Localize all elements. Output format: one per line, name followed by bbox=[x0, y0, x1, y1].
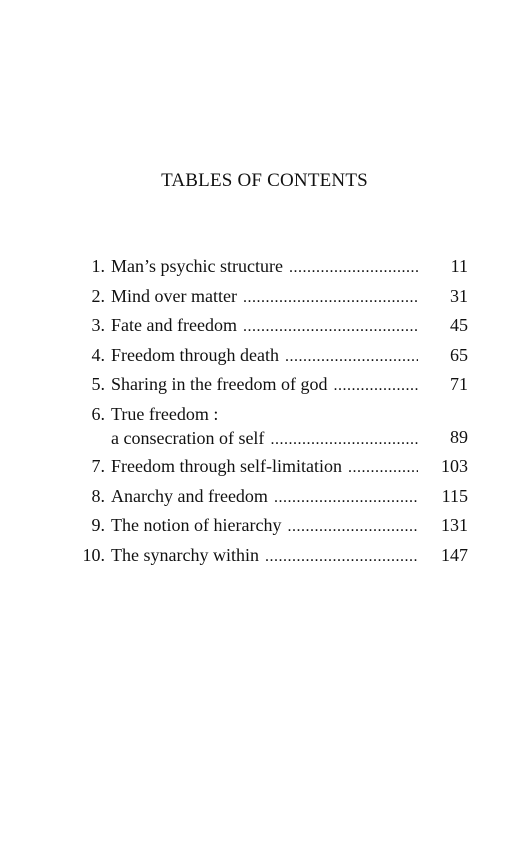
entry-page-number: 11 bbox=[450, 256, 468, 276]
dot-leader bbox=[289, 256, 418, 278]
toc-entry bbox=[72, 456, 468, 486]
dot-leader bbox=[285, 345, 418, 367]
toc-entry bbox=[72, 286, 468, 316]
toc-entry bbox=[72, 404, 468, 456]
entry-title-continuation bbox=[111, 428, 430, 450]
entry-title: Freedom through death bbox=[111, 344, 279, 365]
entry-title-block bbox=[105, 515, 430, 537]
entry-page-number: 131 bbox=[441, 515, 468, 536]
entry-page-number: 103 bbox=[441, 455, 468, 476]
entry-title: Man’s psychic structure bbox=[111, 256, 283, 276]
entry-number: 2. bbox=[91, 285, 105, 306]
entry-page-number: 71 bbox=[450, 374, 468, 395]
entry-title: The synarchy within bbox=[111, 544, 259, 565]
entry-page-number: 147 bbox=[441, 544, 468, 565]
entry-title-block bbox=[105, 486, 430, 508]
entry-title-line2: a consecration of self bbox=[111, 427, 265, 448]
toc-entry bbox=[72, 315, 468, 345]
entry-number: 7. bbox=[91, 455, 105, 476]
toc-entry bbox=[72, 345, 468, 375]
entry-title-block bbox=[105, 256, 430, 278]
entry-page-number: 31 bbox=[450, 285, 468, 306]
entry-title: Fate and freedom bbox=[111, 315, 237, 336]
toc-entry bbox=[72, 374, 468, 404]
entry-number: 6. bbox=[91, 403, 105, 424]
toc-entry bbox=[72, 486, 468, 516]
toc-list bbox=[72, 256, 468, 574]
entry-title: Mind over matter bbox=[111, 285, 237, 306]
entry-title-block bbox=[105, 404, 430, 450]
entry-number: 1. bbox=[91, 256, 105, 276]
entry-title-block bbox=[105, 456, 430, 478]
entry-title-block bbox=[105, 315, 430, 337]
entry-number: 3. bbox=[91, 315, 105, 336]
dot-leader bbox=[243, 286, 418, 308]
entry-page-number: 45 bbox=[450, 315, 468, 336]
entry-number: 5. bbox=[91, 374, 105, 395]
entry-number: 10. bbox=[82, 544, 105, 565]
entry-title: True freedom : bbox=[111, 403, 219, 424]
entry-title-block bbox=[105, 374, 430, 396]
dot-leader bbox=[270, 428, 418, 450]
entry-number: 4. bbox=[91, 344, 105, 365]
entry-page-number: 65 bbox=[450, 344, 468, 365]
dot-leader bbox=[265, 545, 418, 567]
entry-title-block bbox=[105, 545, 430, 567]
dot-leader bbox=[243, 315, 418, 337]
entry-number: 8. bbox=[91, 485, 105, 506]
dot-leader bbox=[333, 374, 418, 396]
entry-title-block bbox=[105, 345, 430, 367]
entry-title: Sharing in the freedom of god bbox=[111, 374, 328, 395]
toc-entry bbox=[72, 256, 468, 286]
entry-title: The notion of hierarchy bbox=[111, 515, 282, 536]
toc-heading: TABLES OF CONTENTS bbox=[161, 170, 368, 191]
entry-title: Anarchy and freedom bbox=[111, 485, 268, 506]
dot-leader bbox=[287, 515, 418, 537]
dot-leader bbox=[274, 486, 418, 508]
entry-number: 9. bbox=[91, 515, 105, 536]
entry-page-number: 115 bbox=[441, 485, 468, 506]
entry-title: Freedom through self-limitation bbox=[111, 455, 342, 476]
entry-title-block bbox=[105, 286, 430, 308]
toc-entry bbox=[72, 515, 468, 545]
toc-entry bbox=[72, 545, 468, 575]
dot-leader bbox=[348, 456, 418, 478]
entry-page-number: 89 bbox=[450, 426, 468, 447]
